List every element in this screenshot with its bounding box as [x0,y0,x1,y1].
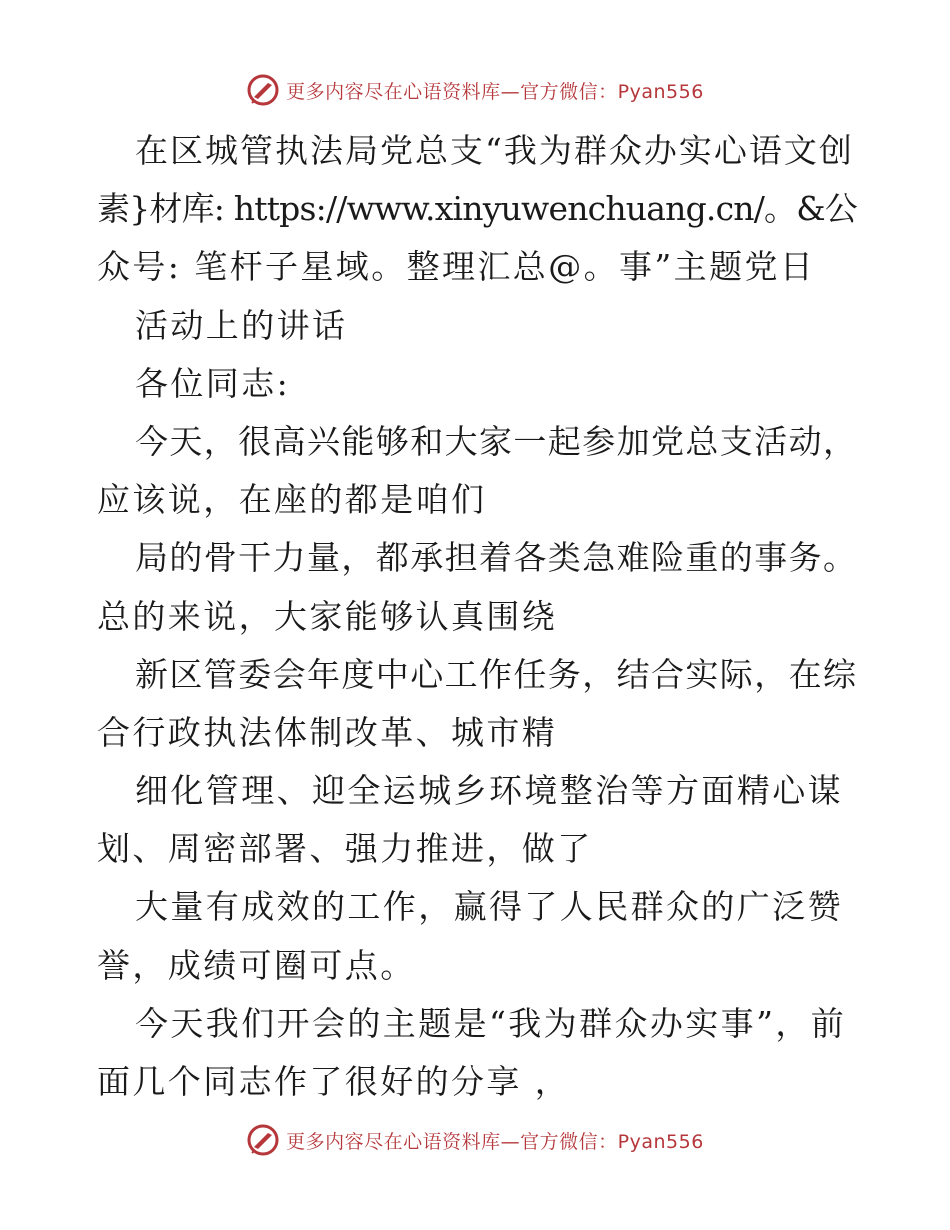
title-line-1: 在区城管执法局党总支“我为群众办实心语文创 [135,131,854,170]
paragraph-line: 誉，成绩可圈可点。 [97,945,416,985]
document-body [97,122,857,1111]
paragraph-line: 大量有成效的工作，赢得了人民群众的广泛赞 [135,887,843,927]
paragraph-line: 合行政执法体制改革、城市精 [97,712,558,752]
paragraph-line: 今天，很高兴能够和大家一起参加党总支活动， [135,421,858,461]
footer-watermark-banner [0,1120,950,1160]
paragraph-line: 局的骨干力量，都承担着各类急难险重的事务。 [135,538,858,578]
title-line-2: 素}材库: https://www.xinyuwenchuang.cn/。&公 [97,189,858,229]
quill-logo-icon [246,1123,280,1157]
title-line-3: 众号: 笔杆子星域。整理汇总@。事”主题党日 [97,247,816,287]
paragraph-line: 应该说，在座的都是咱们 [97,480,487,520]
paragraph-line: 细化管理、迎全运城乡环境整治等方面精心谋 [135,771,843,811]
paragraph-line: 今天我们开会的主题是“我为群众办实事”，前 [135,1003,847,1043]
quill-logo-icon [246,73,280,107]
paragraph-line: 划、周密部署、强力推进，做了 [97,829,593,869]
header-watermark-banner [0,70,950,110]
footer-watermark-text: 更多内容尽在心语资料库—官方微信：Pyan556 [286,1130,704,1153]
paragraph-line: 新区管委会年度中心工作任务，结合实际，在综 [135,654,858,694]
paragraph-line: 总的来说，大家能够认真围绕 [97,596,558,636]
paragraph-line: 面几个同志作了很好的分享 ， [97,1062,571,1101]
title-line-4: 活动上的讲话 [135,305,348,345]
header-watermark-text: 更多内容尽在心语资料库—官方微信：Pyan556 [286,80,704,103]
salutation: 各位同志: [135,363,291,403]
